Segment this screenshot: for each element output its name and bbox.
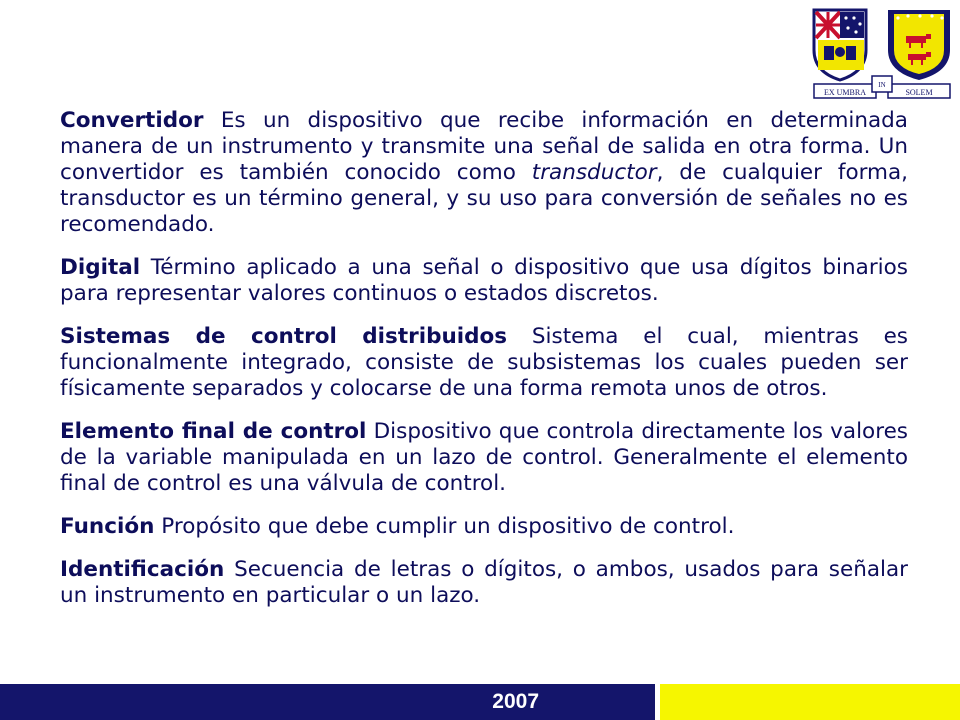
definition-convertidor xyxy=(60,108,908,238)
definition-digital xyxy=(60,255,908,307)
definition-text: Propósito que debe cumplir un dispositivo de control. xyxy=(154,514,735,539)
definition-text: Término aplicado a una señal o dispositivo que usa dígitos binarios para representar valores continuos o estados discretos. xyxy=(60,255,908,306)
term-label: Identificación xyxy=(60,557,225,582)
definition-text: Es un dispositivo que recibe información en determinada manera de un instrumento y transmite una señal de salida en otra forma. Un convertidor es también conocido como xyxy=(60,108,908,185)
definition-identificacion xyxy=(60,557,908,609)
motto-mid: IN xyxy=(878,81,886,89)
footer-year: 2007 xyxy=(492,690,539,713)
definition-emphasis: transductor xyxy=(531,160,657,185)
term-label: Elemento final de control xyxy=(60,419,367,444)
definition-text: Sistema el cual, mientras es funcionalmente integrado, consiste de subsistemas los cuales pueden ser físicamente separados y colocarse de una forma remota unos de otros. xyxy=(60,324,908,401)
glossary-content xyxy=(60,108,908,626)
definition-sistemas-control-distribuidos xyxy=(60,324,908,402)
footer-accent-bar xyxy=(660,684,960,720)
definition-text: Dispositivo que controla directamente los valores de la variable manipulada en un lazo de control. Generalmente el elemento final de control es una válvula de control. xyxy=(60,419,908,496)
definition-text: Secuencia de letras o dígitos, o ambos, usados para señalar un instrumento en particular o un lazo. xyxy=(60,557,908,608)
term-label: Digital xyxy=(60,255,141,280)
motto-right: SOLEM xyxy=(905,88,933,97)
term-label: Función xyxy=(60,514,155,539)
term-label: Convertidor xyxy=(60,108,204,133)
motto-left: EX UMBRA xyxy=(823,88,867,97)
definition-funcion xyxy=(60,514,908,540)
university-coat-of-arms-icon xyxy=(810,6,954,100)
definition-text: , de cualquier forma, transductor es un término general, y su uso para conversión de señales no es recomendado. xyxy=(60,160,909,237)
definition-elemento-final-control xyxy=(60,419,908,497)
footer-bar xyxy=(0,684,655,720)
term-label: Sistemas de control distribuidos xyxy=(60,324,508,349)
